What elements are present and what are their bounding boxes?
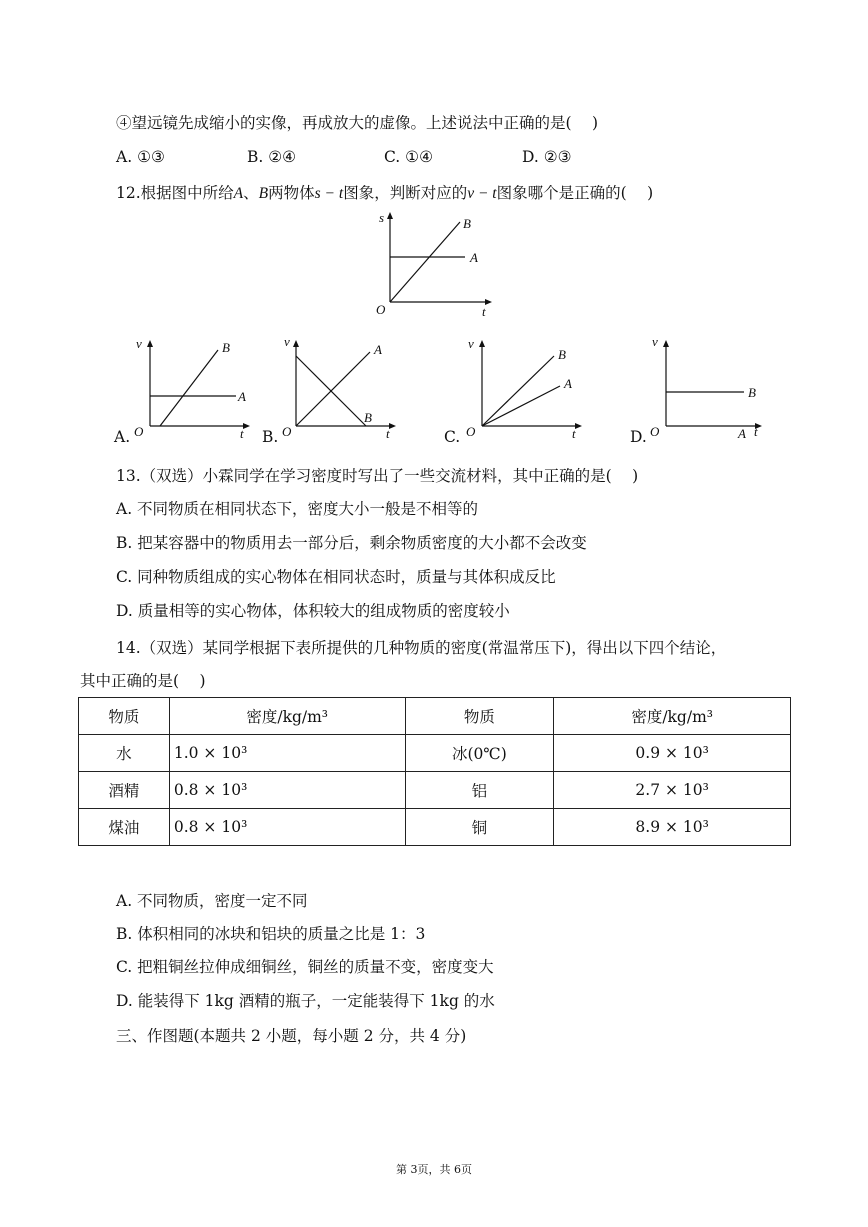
- q13-option-a: A. 不同物质在相同状态下，密度大小一般是不相等的: [116, 500, 479, 518]
- svg-text:B: B: [364, 410, 372, 425]
- table-row: 酒精 0.8 × 10³ 铝 2.7 × 10³: [79, 772, 791, 809]
- graph-d-letter: D.: [630, 428, 647, 446]
- q14-option-c: C. 把粗铜丝拉伸成细铜丝，铜丝的质量不变，密度变大: [116, 958, 494, 976]
- svg-text:v: v: [652, 334, 658, 349]
- st-a-label: A: [470, 250, 478, 265]
- q14-option-a: A. 不同物质，密度一定不同: [116, 892, 308, 910]
- svg-text:v: v: [284, 334, 290, 349]
- svg-text:A: A: [374, 342, 382, 357]
- q12-question: 12.根据图中所给A、B两物体s − t图象，判断对应的v − t图象哪个是正确的( ): [116, 184, 654, 202]
- graph-c-letter: C.: [444, 428, 461, 446]
- graph-c: [462, 332, 587, 444]
- graph-a-letter: A.: [114, 428, 131, 446]
- svg-text:B: B: [558, 347, 566, 362]
- q14-question-line2: 其中正确的是( ): [80, 672, 206, 690]
- svg-text:A: A: [738, 426, 746, 441]
- q11-option-d: D. ②③: [522, 148, 572, 166]
- q13-option-d: D. 质量相等的实心物体，体积较大的组成物质的密度较小: [116, 602, 510, 620]
- st-y-label: s: [379, 210, 385, 225]
- table-header-row: 物质 密度/kg/m³ 物质 密度/kg/m³: [79, 698, 791, 735]
- graph-d: [646, 332, 771, 444]
- st-graph: [370, 210, 500, 320]
- svg-text:O: O: [282, 424, 292, 439]
- q14-question-line1: 14.（双选）某同学根据下表所提供的几种物质的密度(常温常压下)，得出以下四个结论，: [116, 639, 727, 657]
- q11-option-b: B. ②④: [247, 148, 297, 166]
- q11-option-c: C. ①④: [384, 148, 433, 166]
- st-y-arrow: [387, 212, 393, 219]
- st-line-b: [390, 222, 460, 302]
- svg-text:v: v: [136, 336, 142, 351]
- svg-text:B: B: [748, 385, 756, 400]
- svg-text:t: t: [572, 426, 576, 441]
- graph-b-letter: B.: [262, 428, 279, 446]
- graph-c-line-a: [482, 386, 560, 426]
- table-row: 煤油 0.8 × 10³ 铜 8.9 × 10³: [79, 809, 791, 846]
- svg-text:t: t: [386, 426, 390, 441]
- graph-a: [130, 332, 255, 444]
- q13-question: 13.（双选）小霖同学在学习密度时写出了一些交流材料，其中正确的是( ): [116, 467, 639, 485]
- svg-text:t: t: [754, 424, 758, 439]
- page-footer: 第 3页，共 6页: [396, 1163, 472, 1176]
- q13-option-b: B. 把某容器中的物质用去一部分后，剩余物质密度的大小都不会改变: [116, 534, 587, 552]
- svg-text:A: A: [564, 376, 572, 391]
- svg-text:t: t: [240, 426, 244, 441]
- svg-text:O: O: [650, 424, 660, 439]
- st-x-label: t: [482, 304, 486, 319]
- density-table: [78, 697, 791, 846]
- table-row: 水 1.0 × 10³ 冰(0℃) 0.9 × 10³: [79, 735, 791, 772]
- svg-text:O: O: [134, 424, 144, 439]
- graph-b: [276, 332, 401, 444]
- st-x-arrow: [485, 299, 492, 305]
- section-3-heading: 三、作图题(本题共 2 小题，每小题 2 分，共 4 分): [116, 1027, 467, 1045]
- graph-b-line-a: [296, 352, 370, 426]
- q11-option-a: A. ①③: [116, 148, 165, 166]
- st-b-label: B: [463, 216, 471, 231]
- graph-a-line-b: [160, 350, 218, 426]
- q11-statement-4: ④望远镜先成缩小的实像，再成放大的虚像。上述说法中正确的是( ): [116, 114, 599, 132]
- q14-option-d: D. 能装得下 1kg 酒精的瓶子，一定能装得下 1kg 的水: [116, 992, 495, 1010]
- svg-text:A: A: [238, 389, 246, 404]
- st-origin-label: O: [376, 302, 386, 317]
- q13-option-c: C. 同种物质组成的实心物体在相同状态时，质量与其体积成反比: [116, 568, 556, 586]
- svg-text:O: O: [466, 424, 476, 439]
- svg-text:v: v: [468, 336, 474, 351]
- q14-option-b: B. 体积相同的冰块和铝块的质量之比是 1：3: [116, 925, 426, 943]
- svg-text:B: B: [222, 340, 230, 355]
- graph-c-line-b: [482, 356, 554, 426]
